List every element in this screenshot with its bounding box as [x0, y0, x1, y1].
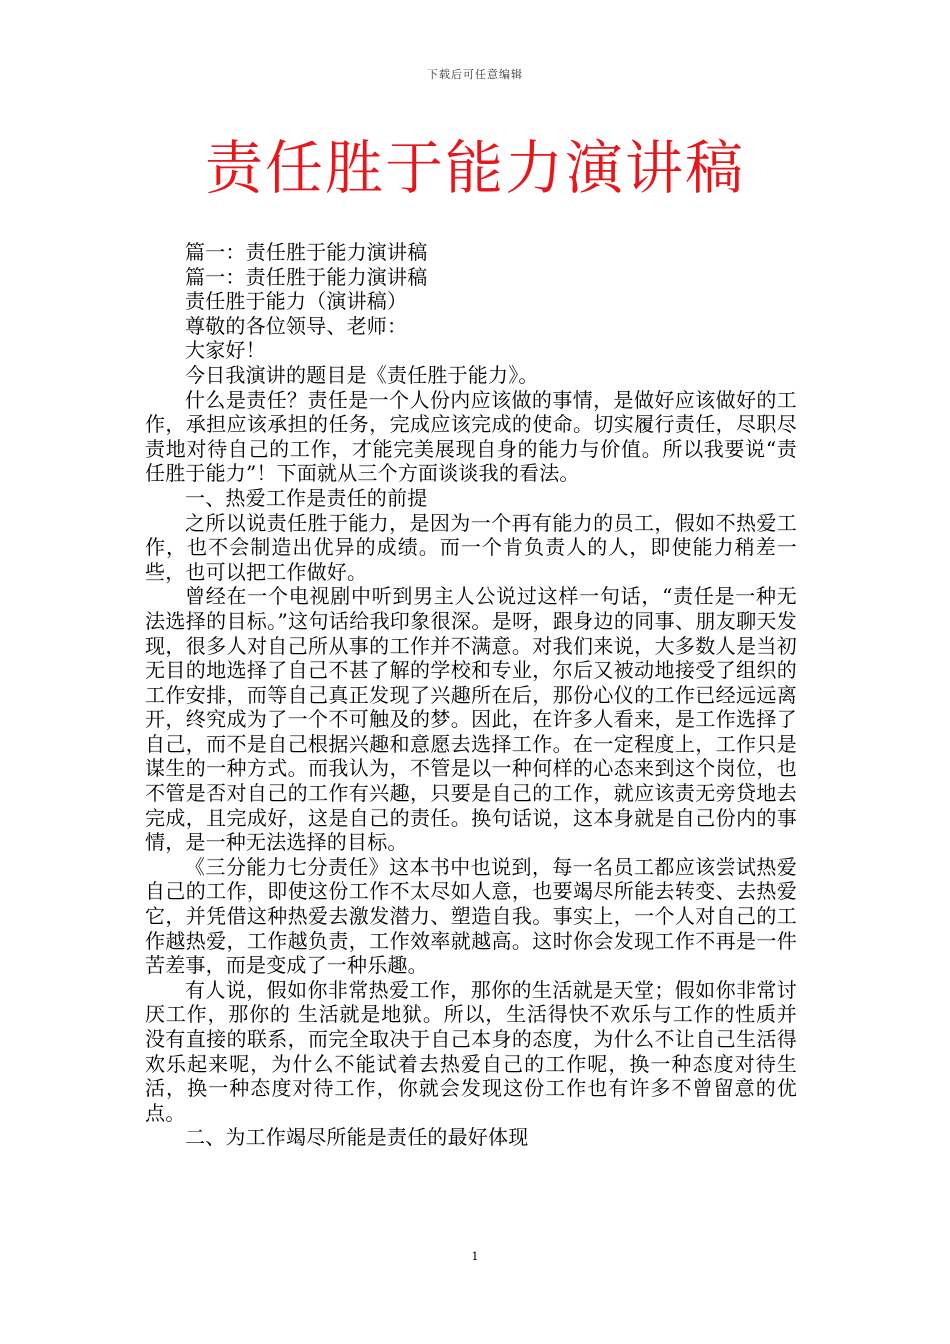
page-number: 1: [471, 1250, 479, 1263]
paragraph: 大家好！: [185, 338, 266, 363]
paragraph: 《三分能力七分责任》这本书中也说到，每一名员工都应该尝试热爱自己的工作，即使这份工作不太尽如人意，也要竭尽所能去转变、去热爱它，并凭借这种热爱去激发潜力、塑造自我。事实上，一个人对自己的工作越热爱，工作越负责，工作效率就越高。这时你会发现工作不再是一件苦差事，而是变成了一种乐趣。: [145, 854, 797, 978]
paragraph: 篇一：责任胜于能力演讲稿: [185, 264, 428, 289]
header-note: 下载后可任意编辑: [427, 68, 523, 81]
paragraph: 尊敬的各位领导、老师：: [185, 313, 408, 338]
paragraph: 有人说，假如你非常热爱工作，那你的生活就是天堂；假如你非常讨厌工作，那你的 生活就是地狱。所以，生活得快不欢乐与工作的性质并没有直接的联系，而完全取决于自己本身的态度，为什么不让自己生活得欢乐起来呢，为什么不能试着去热爱自己的工作呢，换一种态度对待生活，换一种态度对待工作，你就会发现这份工作也有许多不曾留意的优点。: [145, 977, 797, 1125]
section-heading: 一、热爱工作是责任的前提: [185, 485, 428, 510]
paragraph: 责任胜于能力（演讲稿）: [185, 289, 408, 314]
paragraph: 之所以说责任胜于能力，是因为一个再有能力的员工，假如不热爱工作，也不会制造出优异的成绩。而一个肯负责人的人，即使能力稍差一些，也可以把工作做好。: [145, 510, 797, 584]
paragraph: 什么是责任？责任是一个人份内应该做的事情，是做好应该做好的工作，承担应该承担的任务，完成应该完成的使命。切实履行责任，尽职尽责地对待自己的工作，才能完美展现自身的能力与价值。所以我要说“责任胜于能力”！下面就从三个方面谈谈我的看法。: [145, 387, 797, 486]
section-heading: 二、为工作竭尽所能是责任的最好体现: [185, 1125, 529, 1150]
paragraph: 篇一：责任胜于能力演讲稿: [185, 240, 428, 264]
document-title: 责任胜于能力演讲稿: [204, 134, 745, 202]
paragraph: 今日我演讲的题目是《责任胜于能力》。: [185, 362, 539, 387]
paragraph: 曾经在一个电视剧中听到男主人公说过这样一句话，“责任是一种无法选择的目标。”这句话给我印象很深。是呀，跟身边的同事、朋友聊天发现，很多人对自己所从事的工作并不满意。对我们来说，大多数人是当初无目的地选择了自己不甚了解的学校和专业，尔后又被动地接受了组织的工作安排，而等自己真正发现了兴趣所在后，那份心仪的工作已经远远离开，终究成为了一个不可触及的梦。因此，在许多人看来，是工作选择了自己，而不是自己根据兴趣和意愿去选择工作。在一定程度上，工作只是谋生的一种方式。而我认为，不管是以一种何样的心态来到这个岗位，也不管是否对自己的工作有兴趣，只要是自己的工作，就应该责无旁贷地去完成，且完成好，这是自己的责任。换句话说，这本身就是自己份内的事情，是一种无法选择的目标。: [145, 584, 797, 855]
document-body: [145, 240, 797, 1150]
